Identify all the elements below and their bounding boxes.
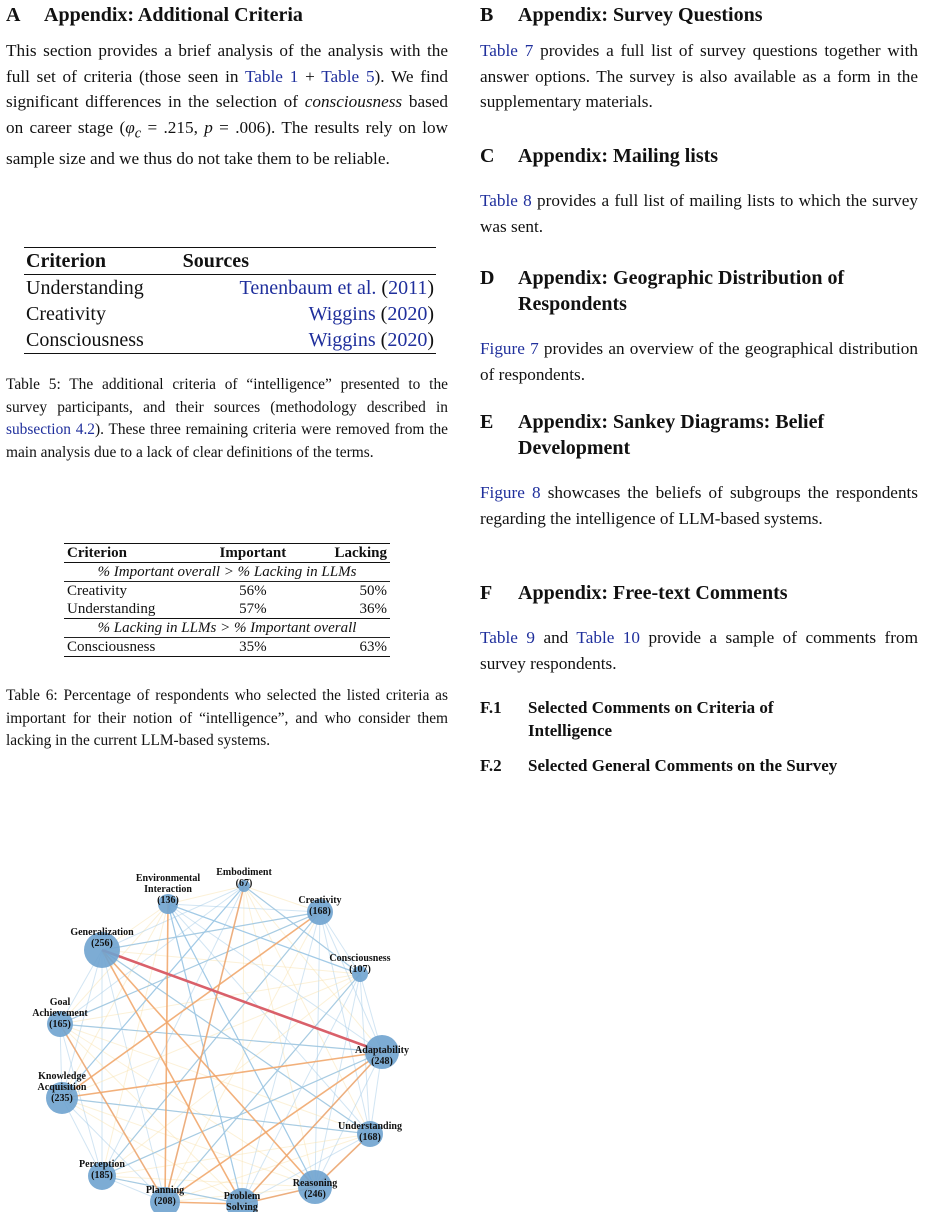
section-title: Selected Comments on Criteria of Intelligence [528,698,774,740]
table-cell: Consciousness [67,639,156,655]
table-10-link[interactable]: Table 10 [576,628,640,647]
section-d-heading [480,265,918,317]
graph-node-label: (165) [49,1019,71,1030]
table-cell: 57% [239,601,267,617]
graph-edge [60,974,360,1024]
graph-node-label: Embodiment [216,867,272,878]
table-5-grid [24,247,436,354]
graph-edge [320,912,370,1134]
citation-link[interactable]: Wiggins [308,329,376,351]
graph-node-label: Goal [49,997,71,1008]
section-c-heading [480,143,918,169]
table-row [64,582,390,601]
graph-node-label: (136) [157,895,179,906]
table-9-link[interactable]: Table 9 [480,628,535,647]
table-cell: Creativity [26,303,106,325]
text-run: Table 5: The additional criteria of “intelligence” presented to the survey participants, and their sources (methodology described in [6,376,448,416]
graph-edge [244,886,370,1134]
section-number: C [480,145,495,167]
table-cell: 36% [359,601,387,617]
graph-node-label: (246) [304,1189,326,1200]
graph-node-label: (67) [235,878,253,889]
graph-node-label: Planning [145,1185,185,1196]
citation-link[interactable]: Tenenbaum et al. [239,277,377,299]
table-group-row [64,563,390,582]
subsection-link[interactable]: subsection 4.2 [6,421,96,438]
math-p: p [204,117,213,137]
graph-node-label: (256) [91,938,113,949]
graph-edge [168,904,242,1204]
graph-node-label: (107) [349,964,371,975]
text-run: based on career stage ( [6,92,448,137]
citation-year-link[interactable]: 2020 [387,329,428,351]
section-f-paragraph [480,625,918,676]
table-cell: Understanding [67,601,156,617]
table-cell: Consciousness [26,329,144,351]
graph-node-label: Consciousness [329,953,391,964]
table-5 [6,247,448,354]
graph-edge [102,1134,370,1176]
graph-node-label: Environmental [135,873,201,884]
section-number: D [480,267,495,289]
section-c-paragraph [480,188,918,239]
table-6-grid [64,543,390,657]
graph-node-label: Interaction [144,884,192,895]
section-f2-heading [480,754,918,777]
table-row [24,327,436,354]
section-number: A [6,4,21,26]
text-run: ). We find significant differences in the selection of [6,66,448,111]
table-cell: 63% [359,639,387,655]
table-1-link[interactable]: Table 1 [245,66,299,86]
graph-node-label: Creativity [298,895,342,906]
section-title: Selected General Comments on the Survey [528,756,838,775]
graph-node-label: Problem [223,1191,261,1202]
graph-node-label: Understanding [338,1121,402,1132]
graph-node-label: Perception [79,1159,125,1170]
graph-node-label: (185) [91,1170,113,1181]
text-run: showcases the beliefs of subgroups the respondents regarding the intelligence of LLM-based systems. [480,483,918,528]
math-phi: φ [125,117,135,137]
graph-edge [165,886,244,1202]
math-subscript: c [134,124,142,141]
graph-node-label: (248) [371,1056,393,1067]
text-run: ). These three remaining criteria were removed from the main analysis due to a lack of clear definitions of the terms. [6,421,449,461]
graph-nodes [32,867,409,1212]
section-b-heading [480,2,918,28]
section-title: Appendix: Additional Criteria [44,4,303,26]
text-run: provides an overview of the geographical distribution of respondents. [480,339,918,384]
graph-node-label: Adaptability [355,1045,409,1056]
graph-node-label: (208) [154,1196,176,1207]
table-row [64,600,390,619]
table-row [24,275,436,302]
graph-node-label: Reasoning [292,1178,338,1189]
table-cell: Understanding [26,277,144,299]
table-cell: 35% [239,639,267,655]
table-cell: Wiggins (2020) [308,329,434,351]
graph-node-label: Achievement [32,1008,88,1019]
citation-year-link[interactable]: 2011 [388,277,428,299]
text-run: provide a sample of comments from survey respondents. [480,628,918,673]
section-number: F.1 [480,698,502,717]
table-cell: Tenenbaum et al. (2011) [239,277,434,299]
section-title: Appendix: Survey Questions [518,4,763,26]
graph-edge [242,886,244,1204]
graph-node-label: Generalization [70,927,134,938]
section-a-paragraph [6,38,448,172]
graph-node-label: (235) [51,1093,73,1104]
table-header: Lacking [334,545,387,561]
group-label: % Lacking in LLMs > % Important overall [64,619,390,638]
graph-node-label: (168) [359,1132,381,1143]
graph-node-label: Acquisition [37,1082,87,1093]
section-a-heading [6,2,448,28]
text-run: This section provides a brief analysis of the analysis with the full set of criteria (those seen in [6,41,448,86]
table-header: Criterion [26,250,106,272]
table-5-link[interactable]: Table 5 [321,66,375,86]
section-title: Appendix: Geographic Distribution of Respondents [518,267,845,315]
group-label: % Important overall > % Lacking in LLMs [64,563,390,582]
table-header: Sources [182,250,249,272]
text-run: and [534,628,577,647]
graph-node-label: Knowledge [38,1071,86,1082]
table-cell: 56% [239,583,267,599]
graph-node-label: (168) [309,906,331,917]
table-header: Important [219,545,287,561]
table-group-row [64,619,390,638]
graph-edge [102,950,370,1134]
section-title: Appendix: Sankey Diagrams: Belief Development [518,411,825,459]
table-row [24,301,436,327]
table-cell: Wiggins (2020) [308,303,434,325]
table-cell: 50% [359,583,387,599]
graph-edge [315,912,320,1187]
section-title: Appendix: Mailing lists [518,145,719,167]
citation-year-link[interactable]: 2020 [387,303,428,325]
section-e-paragraph [480,480,918,531]
graph-edge [315,974,360,1187]
text-run: = .215, [141,117,205,137]
figure-7-link[interactable]: Figure 7 [480,339,539,358]
section-f1-heading [480,696,918,742]
text-run: provides a full list of mailing lists to which the survey was sent. [480,191,918,236]
section-number: E [480,411,494,433]
graph-edge [102,912,320,950]
text-run: provides a full list of survey questions together with answer options. The survey is also available as a form in the supplementary materials. [480,41,918,111]
graph-node-label: Solving [226,1202,258,1212]
section-d-paragraph [480,336,918,387]
graph-edge [62,1052,382,1098]
table-5-caption [6,374,448,464]
table-cell: Creativity [67,583,127,599]
table-8-link[interactable]: Table 8 [480,191,532,210]
table-header: Criterion [67,545,127,561]
table-6-caption: Table 6: Percentage of respondents who selected the listed criteria as important for their notion of “intelligence”, and who consider them lacking in the current LLM-based systems. [6,687,448,749]
section-b-paragraph [480,38,918,115]
text-run: = .006). The results rely on low sample size and we thus do not take them to be reliable. [6,117,448,169]
section-number: F.2 [480,756,502,775]
section-title: Appendix: Free-text Comments [518,582,788,604]
citation-link[interactable]: Wiggins [308,303,376,325]
section-number: B [480,4,494,26]
table-row [64,638,390,657]
graph-edge [102,950,360,974]
figure-8-link[interactable]: Figure 8 [480,483,541,502]
table-7-link[interactable]: Table 7 [480,41,534,60]
table-6 [6,543,448,657]
text-run: + [298,66,322,86]
criteria-cooccurrence-network [20,842,420,1212]
graph-edge [165,904,168,1202]
section-f-heading [480,580,918,606]
section-number: F [480,582,493,604]
section-e-heading [480,409,918,461]
graph-edge [60,1024,382,1052]
emphasis: consciousness [304,92,403,111]
